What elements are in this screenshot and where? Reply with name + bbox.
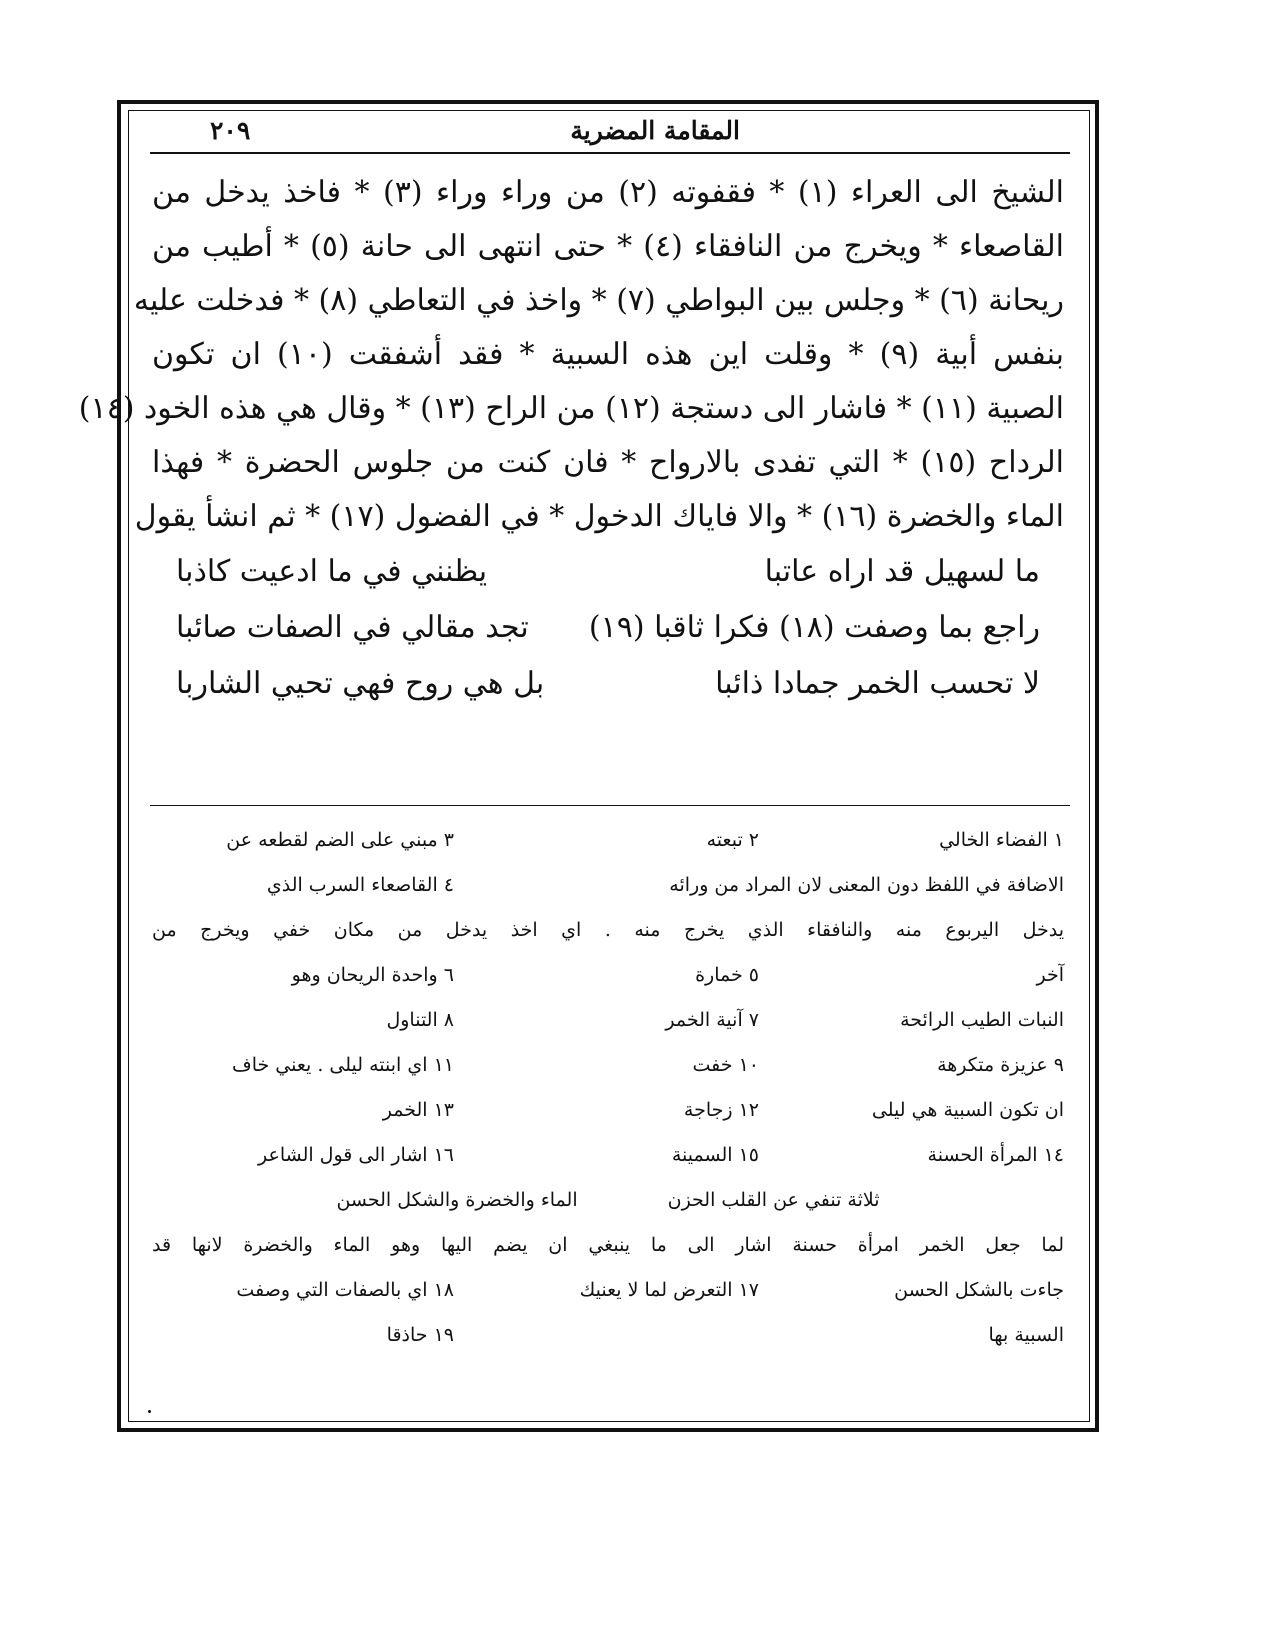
footnote-entry: ١٥ السمينة <box>671 1144 759 1166</box>
footnote-row <box>152 863 1064 908</box>
stray-mark <box>148 1410 151 1413</box>
footnote-entry: جاءت بالشكل الحسن <box>894 1279 1064 1301</box>
verse-line <box>152 656 1064 712</box>
footnote-entry: ١٦ اشار الى قول الشاعر <box>258 1144 454 1166</box>
footnote-divider <box>150 805 1070 806</box>
footnotes <box>152 818 1064 1358</box>
header-divider <box>150 152 1070 154</box>
footnote-entry: ١٤ المرأة الحسنة <box>927 1144 1064 1166</box>
footnote-row <box>152 998 1064 1043</box>
verse-second-hemistich: يظنني في ما ادعيت كاذبا <box>176 554 488 589</box>
footnote-entry: السبية بها <box>988 1324 1064 1346</box>
text-line: القاصعاء * ويخرج من النافقاء (٤) * حتى انتهى الى حانة (٥) * أطيب من <box>152 229 1064 264</box>
footnote-entry: يدخل اليربوع منه والنافقاء الذي يخرج منه . اي اخذ يدخل من مكان خفي ويخرج من <box>152 919 1064 941</box>
footnote-entry: ٣ مبني على الضم لقطعه عن <box>226 829 454 851</box>
footnote-entry: ٤ القاصعاء السرب الذي <box>266 874 454 896</box>
footnote-entry: ١١ اي ابنته ليلى . يعني خاف <box>232 1054 454 1076</box>
footnote-row <box>152 1268 1064 1313</box>
footnote-row <box>152 1313 1064 1358</box>
verse-line <box>152 600 1064 656</box>
footnote-entry: الاضافة في اللفظ دون المعنى لان المراد من ورائه <box>669 874 1064 896</box>
footnote-entry: ٨ التناول <box>386 1009 454 1031</box>
footnote-row <box>152 908 1064 953</box>
footnote-row <box>152 953 1064 998</box>
verse-line <box>152 544 1064 600</box>
verse-first-hemistich: لا تحسب الخمر جمادا ذائبا <box>715 666 1040 701</box>
verse-first-hemistich: راجع بما وصفت (١٨) فكرا ثاقبا (١٩) <box>588 610 1040 645</box>
footnote-entry: ١٠ خفت <box>692 1054 759 1076</box>
footnote-entry: ٥ خمارة <box>695 964 759 986</box>
page-number: ٢٠٩ <box>210 116 251 145</box>
page-header <box>150 112 1070 152</box>
footnote-entry: النبات الطيب الرائحة <box>900 1009 1064 1031</box>
couplet-second: الماء والخضرة والشكل الحسن <box>336 1189 578 1211</box>
footnote-entry: ٩ عزيزة متكرهة <box>937 1054 1064 1076</box>
footnote-entry: ١٣ الخمر <box>382 1099 454 1121</box>
footnote-entry: ٢ تبعته <box>706 829 759 851</box>
text-line: ريحانة (٦) * وجلس بين البواطي (٧) * واخذ في التعاطي (٨) * فدخلت عليه <box>133 283 1064 318</box>
footnote-row <box>152 1043 1064 1088</box>
footnote-entry: ١٨ اي بالصفات التي وصفت <box>236 1279 454 1301</box>
text-line: الرداح (١٥) * التي تفدى بالارواح * فان كنت من جلوس الحضرة * فهذا <box>152 445 1065 480</box>
footnote-row <box>152 1088 1064 1133</box>
verse-second-hemistich: بل هي روح فهي تحيي الشاربا <box>176 666 545 701</box>
text-line: الصبية (١١) * فاشار الى دستجة (١٢) من الراح (١٣) * وقال هي هذه الخود (١٤) <box>78 391 1064 426</box>
footnote-entry: ان تكون السبية هي ليلى <box>871 1099 1064 1121</box>
footnote-entry: ١٢ زجاجة <box>683 1099 759 1121</box>
footnote-entry: ١٩ حاذقا <box>386 1324 454 1346</box>
quoted-couplet <box>152 1178 1064 1223</box>
verse-second-hemistich: تجد مقالي في الصفات صائبا <box>176 610 529 645</box>
couplet-first: ثلاثة تنفي عن القلب الحزن <box>667 1189 880 1211</box>
verse-first-hemistich: ما لسهيل قد اراه عاتبا <box>764 554 1040 589</box>
footnote-row <box>152 1223 1064 1268</box>
footnote-row <box>152 1133 1064 1178</box>
footnote-entry: آخر <box>1036 964 1064 986</box>
main-text <box>78 166 1065 712</box>
footnote-row <box>152 818 1064 863</box>
footnote-row <box>152 1178 1064 1223</box>
text-line: بنفس أبية (٩) * وقلت اين هذه السبية * فقد أشفقت (١٠) ان تكون <box>152 337 1064 372</box>
footnote-entry: ٧ آنية الخمر <box>665 1009 759 1031</box>
footnote-entry: لما جعل الخمر امرأة حسنة اشار الى ما ينبغي ان يضم اليها وهو الماء والخضرة لانها قد <box>152 1234 1064 1256</box>
footnote-entry: ١ الفضاء الخالي <box>939 829 1064 851</box>
text-line: الشيخ الى العراء (١) * فقفوته (٢) من وراء وراء (٣) * فاخذ يدخل من <box>152 175 1064 210</box>
footnote-entry: ١٧ التعرض لما لا يعنيك <box>579 1279 759 1301</box>
footnote-entry: ٦ واحدة الريحان وهو <box>291 964 454 986</box>
page-title: المقامة المضرية <box>570 116 740 145</box>
footnote-entry <box>454 1313 759 1358</box>
text-line: الماء والخضرة (١٦) * والا فاياك الدخول * في الفضول (١٧) * ثم انشأ يقول <box>134 499 1064 534</box>
